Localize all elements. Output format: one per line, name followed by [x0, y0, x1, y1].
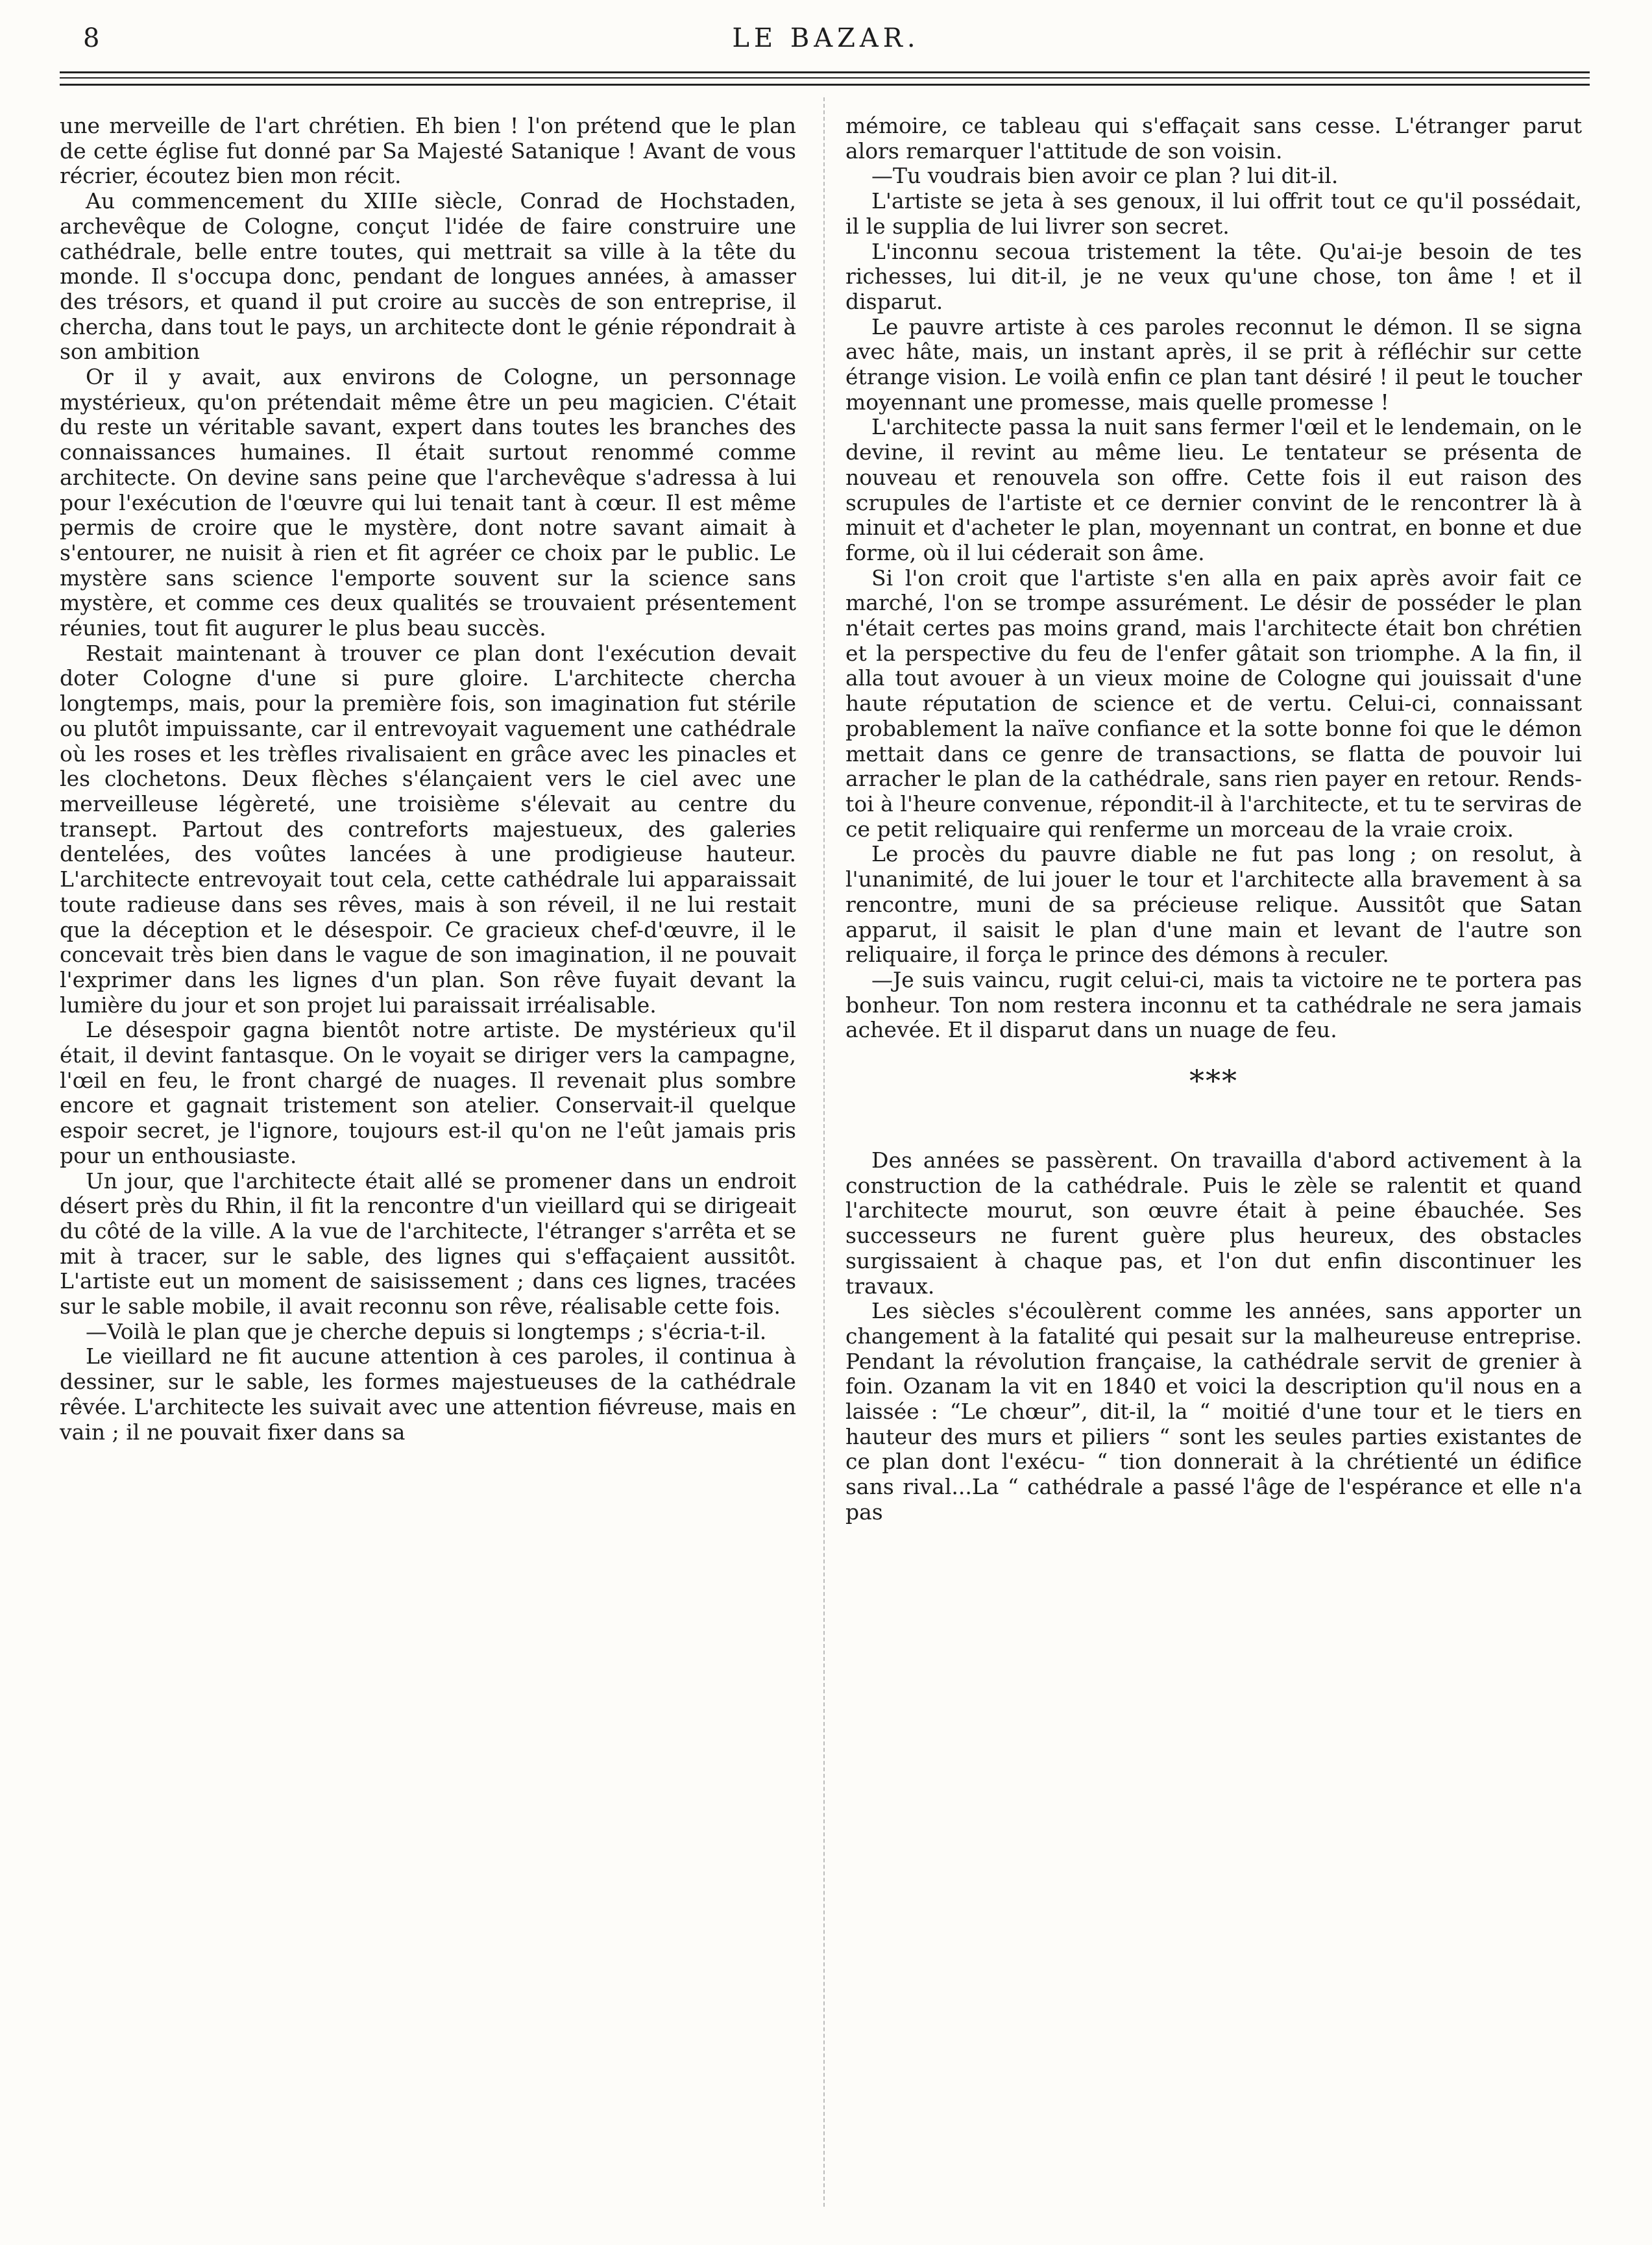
paragraph: Si l'on croit que l'artiste s'en alla en paix après avoir fait ce marché, l'on se trompe assurément. Le désir de posséder le plan n'était certes pas moins grand, mais l'architecte était bon chrétien et la perspective du feu de l'enfer gâtait son triomphe. A la fin, il alla tout avouer à un vieux moine de Cologne qui jouissait d'une haute réputation de science et de vertu. Celui-ci, connaissant probablement la naïve confiance et la sotte bonne foi que le démon mettait dans ce genre de transactions, se flatta de pouvoir lui arracher le plan de la cathédrale, sans rien payer en retour. Rends-toi à l'heure convenue, répondit-il à l'architecte, et tu te serviras de ce petit reliquaire qui renferme un morceau de la vraie croix. — [845, 565, 1582, 842]
journal-title: LE BAZAR. — [732, 23, 920, 53]
header-rule — [60, 84, 1590, 86]
paragraph: L'artiste se jeta à ses genoux, il lui offrit tout ce qu'il possédait, il le supplia de lui livrer son secret. — [845, 188, 1582, 239]
paragraph: Le vieillard ne fit aucune attention à ces paroles, il continua à dessiner, sur le sable, les formes majestueuses de la cathédrale rêvée. L'architecte les suivait avec une attention fiévreuse, mais en vain ; il ne pouvait fixer dans sa — [60, 1343, 796, 1445]
dialogue-line: —Je suis vaincu, rugit celui-ci, mais ta victoire ne te portera pas bonheur. Ton nom restera inconnu et ta cathédrale ne sera jamais achevée. Et il disparut dans un nuage de feu. — [845, 966, 1582, 1043]
right-column — [845, 114, 1582, 1525]
paragraph: Des années se passèrent. On travailla d'abord activement à la construction de la cathédrale. Puis le zèle se ralentit et quand l'architecte mourut, son œuvre était à peine ébauchée. Ses successeurs ne furent guère plus heureux, des obstacles surgissaient à chaque pas, et l'on dut enfin discontinuer les travaux. — [845, 1147, 1582, 1299]
header-rule — [60, 77, 1590, 79]
paragraph: L'inconnu secoua tristement la tête. Qu'ai-je besoin de tes richesses, lui dit-il, je ne veux qu'une chose, ton âme ! et il disparut. — [845, 238, 1582, 314]
column-divider — [823, 97, 825, 2207]
paragraph: mémoire, ce tableau qui s'effaçait sans cesse. L'étranger parut alors remarquer l'attitude de son voisin. — [845, 113, 1582, 164]
paragraph: Au commencement du XIIIe siècle, Conrad de Hochstaden, archevêque de Cologne, conçut l'idée de faire construire une cathédrale, belle entre toutes, qui mettrait sa ville à la tête du monde. Il s'occupa donc, pendant de longues années, à amasser des trésors, et quand il put croire au succès de son entreprise, il chercha, dans tout le pays, un architecte dont le génie répondrait à son ambition — [60, 188, 796, 365]
paragraph: L'architecte passa la nuit sans fermer l'œil et le lendemain, on le devine, il revint au même lieu. Le tentateur se présenta de nouveau et renouvela son offre. Cette fois il eut raison des scrupules de l'artiste et ce dernier convint de le rencontrer là à minuit et d'acheter le plan, moyennant un contrat, en bonne et due forme, où il lui céderait son âme. — [845, 414, 1582, 565]
paragraph: Le pauvre artiste à ces paroles reconnut le démon. Il se signa avec hâte, mais, un instant après, il se prit à réfléchir sur cette étrange vision. Le voilà enfin ce plan tant désiré ! il peut le toucher moyennant une promesse, mais quelle promesse ! — [845, 313, 1582, 415]
section-separator: *** — [1189, 1063, 1238, 1099]
dialogue-line: —Tu voudrais bien avoir ce plan ? lui dit-il. — [871, 163, 1339, 189]
paragraph: une merveille de l'art chrétien. Eh bien ! l'on prétend que le plan de cette église fut donné par Sa Majesté Satanique ! Avant de vous récrier, écoutez bien mon récit. — [60, 113, 796, 189]
paragraph: Le désespoir gagna bientôt notre artiste. De mystérieux qu'il était, il devint fantasque. On le voyait se diriger vers la campagne, l'œil en feu, le front chargé de nuages. Il revenait plus sombre encore et gagnait tristement son atelier. Conservait-il quelque espoir secret, je l'ignore, toujours est-il qu'on ne l'eût jamais pris pour un enthousiaste. — [60, 1017, 796, 1168]
paragraph: Or il y avait, aux environs de Cologne, un personnage mystérieux, qu'on prétendait même être un peu magicien. C'était du reste un véritable savant, expert dans toutes les branches des connaissances humaines. Il était surtout renommé comme architecte. On devine sans peine que l'archevêque s'adressa à lui pour l'exécution de l'œuvre qui lui tenait tant à cœur. Il est même permis de croire que le mystère, dont notre savant aimait à s'entourer, ne nuisit à rien et fit agréer ce choix par le public. Le mystère sans science l'emporte souvent sur la science sans mystère, et comme ces deux qualités se trouvaient présentement réunies, tout fit augurer le plus beau succès. — [60, 364, 796, 641]
paragraph: Les siècles s'écoulèrent comme les années, sans apporter un changement à la fatalité qui pesait sur la malheureuse entreprise. Pendant la révolution française, la cathédrale servit de grenier à foin. Ozanam la vit en 1840 et voici la description qu'il nous en a laissée : “Le chœur”, dit-il, la “ moitié d'une tour et le tiers en hauteur des murs et piliers “ sont les seules parties existantes de ce plan dont l'exécu- “ tion donnerait à la chrétienté un édifice sans rival...La “ cathédrale a passé l'âge de l'espérance et elle n'a pas — [845, 1298, 1582, 1525]
paragraph: Le procès du pauvre diable ne fut pas long ; on resolut, à l'unanimité, de lui jouer le tour et l'architecte alla bravement à sa rencontre, muni de sa précieuse relique. Aussitôt que Satan apparut, il saisit le plan d'une main et levant de l'autre son reliquaire, il força le prince des démons à reculer. — [845, 841, 1582, 968]
page-header — [0, 0, 1652, 91]
header-rule — [60, 71, 1590, 73]
page-number: 8 — [83, 23, 101, 53]
dialogue-line: —Voilà le plan que je cherche depuis si longtemps ; s'écria-t-il. — [86, 1318, 767, 1344]
left-column — [60, 114, 796, 1445]
paragraph: Restait maintenant à trouver ce plan dont l'exécution devait doter Cologne d'une si pure gloire. L'architecte chercha longtemps, mais, pour la première fois, son imagination fut stérile ou plutôt impuissante, car il entrevoyait vaguement une cathédrale où les roses et les trèfles rivalisaient en grâce avec les pinacles et les clochetons. Deux flèches s'élançaient vers le ciel avec une merveilleuse légèreté, une troisième s'élevait au centre du transept. Partout des contreforts majestueux, des galeries dentelées, des voûtes lancées à une prodigieuse hauteur. L'architecte entrevoyait tout cela, cette cathédrale lui apparaissait toute radieuse dans ses rêves, mais à son réveil, il ne lui restait que la déception et le désespoir. Ce gracieux chef-d'œuvre, il le concevait très bien dans le vague de son imagination, il ne pouvait l'exprimer dans les lignes d'un plan. Son rêve fuyait devant la lumière du jour et son projet lui paraissait irréalisable. — [60, 640, 796, 1018]
paragraph: Un jour, que l'architecte était allé se promener dans un endroit désert près du Rhin, il fit la rencontre d'un vieillard qui se dirigeait du côté de la ville. A la vue de l'architecte, l'étranger s'arrêta et se mit à tracer, sur le sable, des lignes qui s'effaçaient aussitôt. L'artiste eut un moment de saisissement ; dans ces lignes, tracées sur le sable mobile, il avait reconnu son rêve, réalisable cette fois. — [60, 1168, 796, 1319]
